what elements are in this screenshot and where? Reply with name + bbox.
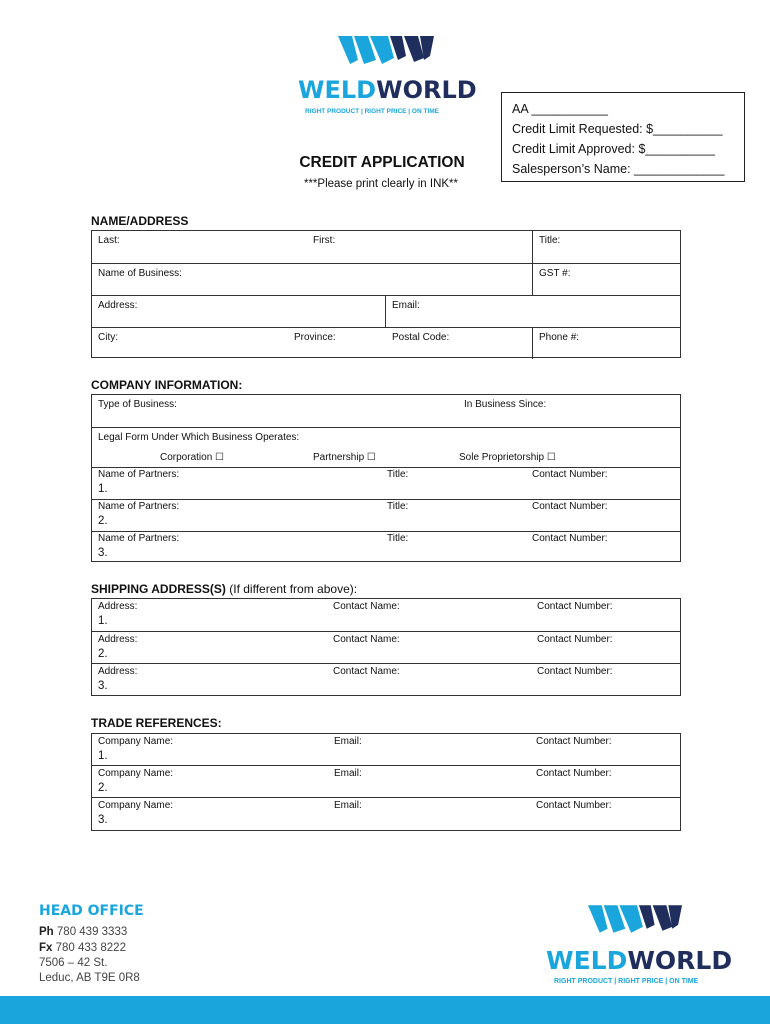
salesperson-name-field[interactable]: Salesperson’s Name: _____________ — [512, 162, 725, 176]
shipping-address-field[interactable]: Address: — [98, 634, 138, 645]
credit-limit-requested-field[interactable]: Credit Limit Requested: $__________ — [512, 122, 723, 136]
brand-tagline: RIGHT PRODUCT | RIGHT PRICE | ON TIME — [305, 108, 439, 115]
trade-email-field[interactable]: Email: — [334, 800, 362, 811]
row-address — [92, 296, 680, 328]
partner-number: 1. — [98, 483, 108, 495]
divider — [532, 264, 533, 295]
corporation-checkbox[interactable]: Corporation ☐ — [160, 452, 224, 463]
city-field[interactable]: City: — [98, 332, 118, 343]
shipping-address-field[interactable]: Address: — [98, 666, 138, 677]
trade-contact-number-field[interactable]: Contact Number: — [536, 768, 612, 779]
business-since-field[interactable]: In Business Since: — [464, 399, 547, 410]
head-office-heading: HEAD OFFICE — [39, 903, 144, 919]
weldworld-logo-mark — [588, 903, 684, 935]
shipping-contact-number-field[interactable]: Contact Number: — [537, 601, 613, 612]
row-business-type — [92, 395, 680, 428]
aa-field[interactable]: AA ___________ — [512, 102, 608, 116]
name-address-table — [91, 230, 681, 358]
address-field[interactable]: Address: — [98, 300, 138, 311]
brand-name-weld: WELD — [546, 946, 628, 975]
partner-title-field[interactable]: Title: — [387, 501, 409, 512]
brand-name — [546, 946, 732, 975]
shipping-contact-number-field[interactable]: Contact Number: — [537, 666, 613, 677]
page-title: CREDIT APPLICATION — [299, 154, 465, 171]
section-heading-name-address: NAME/ADDRESS — [91, 214, 189, 228]
partner-contact-field[interactable]: Contact Number: — [532, 533, 608, 544]
row-business — [92, 264, 680, 296]
row-legal-form — [92, 428, 680, 468]
section-heading-trade: TRADE REFERENCES: — [91, 716, 222, 730]
weldworld-logo-mark — [338, 34, 436, 66]
row-partner-2 — [92, 500, 680, 532]
footer-fax — [39, 942, 126, 954]
section-heading-shipping — [91, 582, 357, 596]
row-partner-1 — [92, 468, 680, 500]
first-name-field[interactable]: First: — [313, 235, 336, 246]
phone-value: 780 439 3333 — [53, 926, 128, 938]
trade-company-field[interactable]: Company Name: — [98, 768, 174, 779]
trade-company-field[interactable]: Company Name: — [98, 736, 174, 747]
partner-number: 3. — [98, 547, 108, 559]
row-trade-3 — [92, 798, 680, 830]
title-field[interactable]: Title: — [539, 235, 561, 246]
trade-contact-number-field[interactable]: Contact Number: — [536, 800, 612, 811]
shipping-number: 3. — [98, 680, 108, 692]
shipping-contact-name-field[interactable]: Contact Name: — [333, 601, 400, 612]
footer-phone — [39, 926, 127, 938]
partner-contact-field[interactable]: Contact Number: — [532, 469, 608, 480]
partner-name-field[interactable]: Name of Partners: — [98, 501, 180, 512]
partner-number: 2. — [98, 515, 108, 527]
footer-accent-bar — [0, 996, 770, 1024]
trade-contact-number-field[interactable]: Contact Number: — [536, 736, 612, 747]
row-partner-3 — [92, 532, 680, 563]
shipping-contact-name-field[interactable]: Contact Name: — [333, 634, 400, 645]
footer-street: 7506 – 42 St. — [39, 957, 108, 969]
trade-number: 3. — [98, 814, 108, 826]
divider — [532, 328, 533, 359]
fax-value: 780 433 8222 — [52, 942, 126, 954]
brand-tagline: RIGHT PRODUCT | RIGHT PRICE | ON TIME — [554, 978, 699, 985]
row-trade-2 — [92, 766, 680, 798]
row-shipping-3 — [92, 664, 680, 695]
shipping-contact-name-field[interactable]: Contact Name: — [333, 666, 400, 677]
page-subtitle: ***Please print clearly in INK** — [303, 178, 459, 190]
brand-name-world: WORLD — [627, 946, 733, 975]
shipping-number: 1. — [98, 615, 108, 627]
brand-name — [298, 76, 477, 104]
phone-field[interactable]: Phone #: — [539, 332, 580, 343]
row-shipping-1 — [92, 599, 680, 632]
divider — [385, 296, 386, 327]
brand-name-weld: WELD — [298, 76, 377, 104]
row-name — [92, 231, 680, 264]
legal-form-label: Legal Form Under Which Business Operates: — [98, 432, 300, 443]
phone-label: Ph — [39, 926, 54, 938]
trade-email-field[interactable]: Email: — [334, 768, 362, 779]
partner-name-field[interactable]: Name of Partners: — [98, 469, 180, 480]
postal-code-field[interactable]: Postal Code: — [392, 332, 450, 343]
divider — [532, 231, 533, 263]
credit-limit-approved-field[interactable]: Credit Limit Approved: $__________ — [512, 142, 715, 156]
brand-name-world: WORLD — [376, 76, 477, 104]
email-field[interactable]: Email: — [392, 300, 420, 311]
shipping-address-field[interactable]: Address: — [98, 601, 138, 612]
shipping-table — [91, 598, 681, 696]
trade-table — [91, 733, 681, 831]
business-type-field[interactable]: Type of Business: — [98, 399, 177, 410]
company-table — [91, 394, 681, 562]
gst-field[interactable]: GST #: — [539, 268, 571, 279]
shipping-heading-note: (If different from above): — [225, 582, 358, 596]
row-trade-1 — [92, 734, 680, 766]
shipping-heading-bold: SHIPPING ADDRESS(S) — [91, 582, 226, 596]
business-name-field[interactable]: Name of Business: — [98, 268, 182, 279]
trade-number: 1. — [98, 750, 108, 762]
partner-contact-field[interactable]: Contact Number: — [532, 501, 608, 512]
trade-number: 2. — [98, 782, 108, 794]
footer-city: Leduc, AB T9E 0R8 — [39, 972, 140, 984]
trade-email-field[interactable]: Email: — [334, 736, 362, 747]
partner-title-field[interactable]: Title: — [387, 469, 409, 480]
shipping-contact-number-field[interactable]: Contact Number: — [537, 634, 613, 645]
row-city — [92, 328, 680, 359]
fax-label: Fx — [39, 942, 53, 954]
sole-proprietorship-checkbox[interactable]: Sole Proprietorship ☐ — [459, 452, 556, 463]
section-heading-company: COMPANY INFORMATION: — [91, 378, 243, 392]
row-shipping-2 — [92, 632, 680, 664]
partner-title-field[interactable]: Title: — [387, 533, 409, 544]
shipping-number: 2. — [98, 648, 108, 660]
last-name-field[interactable]: Last: — [98, 235, 120, 246]
partner-name-field[interactable]: Name of Partners: — [98, 533, 180, 544]
province-field[interactable]: Province: — [294, 332, 336, 343]
partnership-checkbox[interactable]: Partnership ☐ — [313, 452, 376, 463]
trade-company-field[interactable]: Company Name: — [98, 800, 174, 811]
